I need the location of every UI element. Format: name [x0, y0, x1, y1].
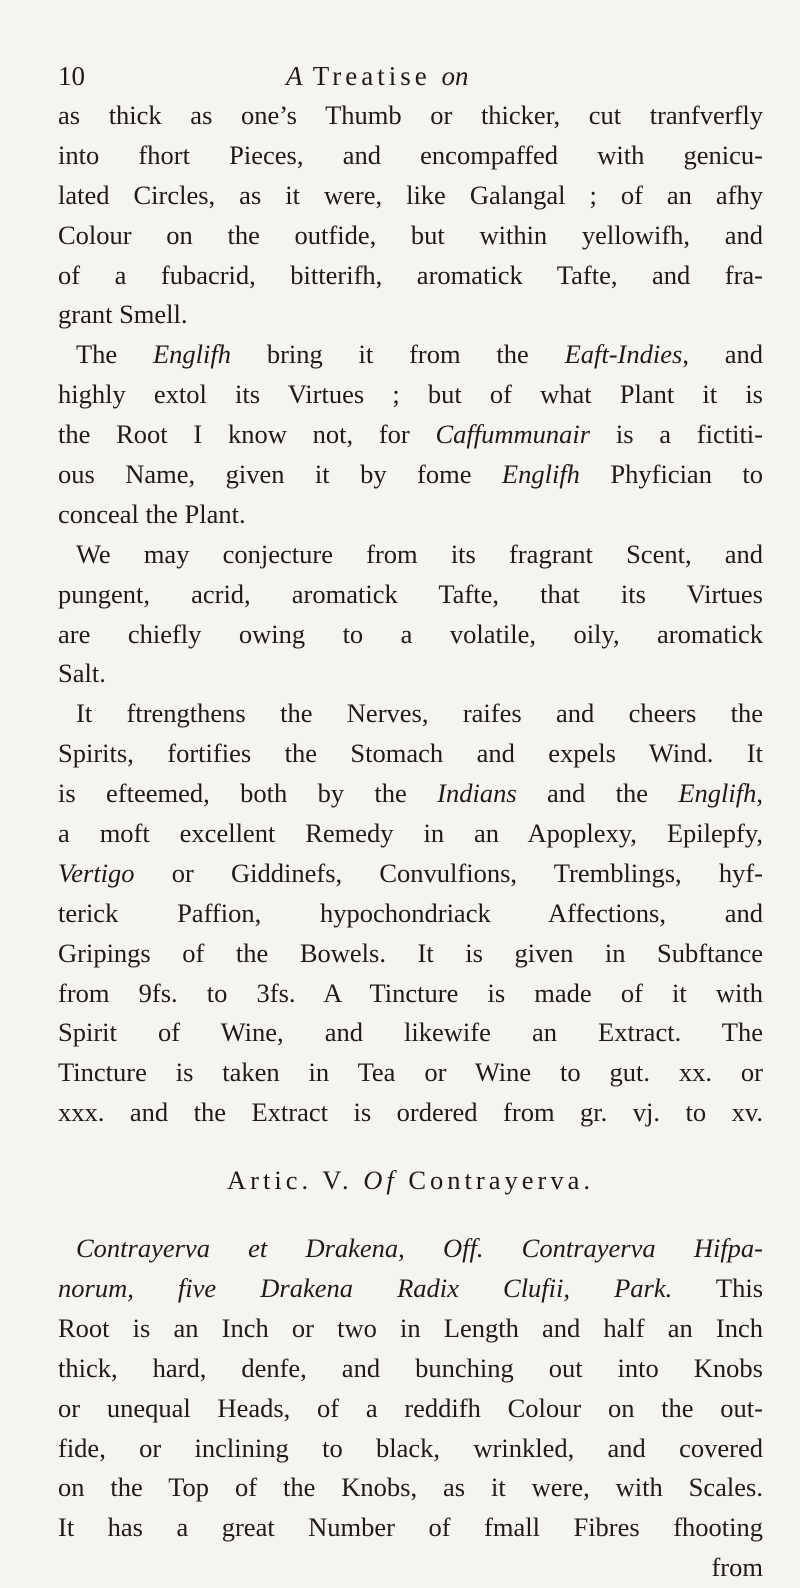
text-line: of a fubacrid, bitterifh, aromatick Tafte, and fra- — [58, 259, 763, 290]
paragraph-galangal-description — [58, 96, 763, 335]
text-line: on the Top of the Knobs, as it were, with Scales. — [58, 1472, 763, 1503]
running-title-main: Treatise — [312, 61, 431, 91]
text-line: ous Name, given it by fome Englifh Phyfician to — [58, 459, 763, 490]
text-line: Tincture is taken in Tea or Wine to gut. xx. or — [58, 1057, 763, 1088]
text-line: lated Circles, as it were, like Galangal ; of an afhy — [58, 179, 763, 210]
text-line: from 9fs. to 3fs. A Tincture is made of it with — [58, 977, 763, 1008]
text-line: We may conjecture from its fragrant Scent, and — [76, 538, 763, 569]
text-line: Root is an Inch or two in Length and half an Inch — [58, 1312, 763, 1343]
text-line: terick Paffion, hypochondriack Affections, and — [58, 897, 763, 928]
text-line: Contrayerva et Drakena, Off. Contrayerva Hifpa- — [76, 1233, 763, 1264]
text-line: fide, or inclining to black, wrinkled, and covered — [58, 1432, 763, 1463]
text-line: Colour on the outfide, but within yellowifh, and — [58, 219, 763, 250]
text-line: as thick as one’s Thumb or thicker, cut tranfverfly — [58, 100, 763, 130]
paragraph-contrayerva — [58, 1229, 763, 1588]
text-line: Vertigo or Giddinefs, Convulfions, Tremblings, hyf- — [58, 857, 763, 888]
text-line: The Englifh bring it from the Eaft-Indies, and — [76, 339, 763, 370]
text-line: It ftrengthens the Nerves, raifes and cheers the — [76, 698, 763, 729]
catchword: from — [711, 1552, 763, 1583]
running-title — [286, 56, 469, 96]
text-line: highly extol its Virtues ; but of what Plant it is — [58, 379, 763, 410]
text-line: pungent, acrid, aromatick Tafte, that its Virtues — [58, 578, 763, 609]
paragraph-conjecture — [58, 535, 763, 695]
page-number: 10 — [58, 61, 85, 91]
text-line: is efteemed, both by the Indians and the Englifh, — [58, 778, 764, 809]
paragraph-virtues — [58, 694, 763, 1133]
text-line: are chiefly owing to a volatile, oily, aromatick — [58, 618, 763, 649]
article-heading: Artic. V. Of Contrayerva. — [227, 1165, 594, 1196]
text-line: Gripings of the Bowels. It is given in Subftance — [58, 937, 763, 968]
paragraph-origin — [58, 335, 763, 534]
text-line: or unequal Heads, of a reddifh Colour on the out- — [58, 1392, 763, 1423]
text-line: xxx. and the Extract is ordered from gr. vj. to xv. — [58, 1097, 763, 1128]
text-line: Spirit of Wine, and likewife an Extract. The — [58, 1017, 763, 1048]
text-line: a moft excellent Remedy in an Apoplexy, Epilepfy, — [58, 818, 763, 849]
text-line: It has a great Number of fmall Fibres fhooting — [58, 1512, 763, 1543]
text-line: into fhort Pieces, and encompaffed with genicu- — [58, 139, 763, 170]
text-line: conceal the Plant. — [58, 498, 246, 529]
running-title-article: A — [286, 61, 303, 91]
text-line: Spirits, fortifies the Stomach and expels Wind. It — [58, 738, 763, 769]
running-title-on: on — [441, 61, 469, 91]
text-line: norum, five Drakena Radix Clufii, Park. This — [58, 1272, 764, 1303]
text-line: the Root I know not, for Caffummunair is a fictiti- — [58, 419, 763, 450]
text-line: thick, hard, denfe, and bunching out into Knobs — [58, 1352, 763, 1383]
running-header — [58, 56, 758, 96]
text-line: Salt. — [58, 658, 106, 689]
body-text — [58, 96, 763, 1588]
text-line: grant Smell. — [58, 299, 188, 330]
